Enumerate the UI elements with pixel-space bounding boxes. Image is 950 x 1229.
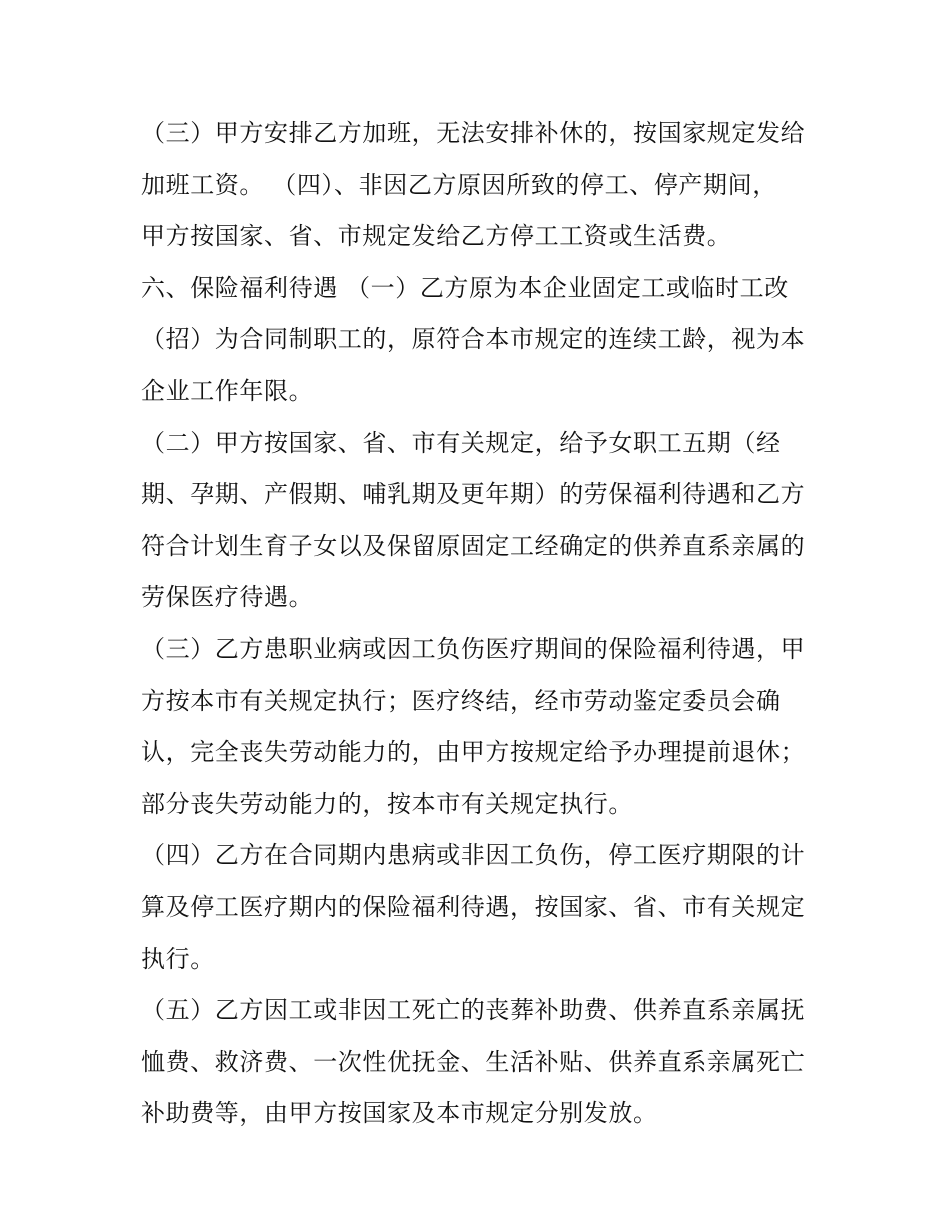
text-line: 劳保医疗待遇。 bbox=[141, 583, 314, 612]
text-line: 执行。 bbox=[141, 944, 215, 973]
text-line: （招）为合同制职工的，原符合本市规定的连续工龄，视为本 bbox=[141, 325, 806, 354]
text-line: 认，完全丧失劳动能力的，由甲方按规定给予办理提前退休； bbox=[141, 738, 806, 767]
text-line: （三）甲方安排乙方加班，无法安排补休的，按国家规定发给 bbox=[141, 119, 806, 147]
text-line: 算及停工医疗期内的保险福利待遇，按国家、省、市有关规定 bbox=[141, 892, 806, 921]
text-line: 企业工作年限。 bbox=[141, 376, 314, 405]
document-body bbox=[141, 108, 821, 1140]
text-line: 方按本市有关规定执行；医疗终结，经市劳动鉴定委员会确 bbox=[141, 686, 781, 715]
text-line: 期、孕期、产假期、哺乳期及更年期）的劳保福利待遇和乙方 bbox=[141, 480, 806, 509]
text-line: （三）乙方患职业病或因工负伤医疗期间的保险福利待遇，甲 bbox=[141, 634, 806, 663]
text-line: 加班工资。 （四）、非因乙方原因所致的停工、停产期间， bbox=[141, 170, 777, 199]
text-line: 补助费等，由甲方按国家及本市规定分别发放。 bbox=[141, 1099, 658, 1128]
text-line: 六、保险福利待遇 （一）乙方原为本企业固定工或临时工改 bbox=[141, 273, 789, 302]
text-line: 甲方按国家、省、市规定发给乙方停工工资或生活费。 bbox=[141, 222, 732, 251]
text-line: （四）乙方在合同期内患病或非因工负伤，停工医疗期限的计 bbox=[141, 841, 806, 870]
text-line: 部分丧失劳动能力的，按本市有关规定执行。 bbox=[141, 789, 633, 818]
text-line: 恤费、救济费、一次性优抚金、生活补贴、供养直系亲属死亡 bbox=[141, 1047, 806, 1076]
text-line: （二）甲方按国家、省、市有关规定，给予女职工五期（经 bbox=[141, 428, 781, 457]
text-line: （五）乙方因工或非因工死亡的丧葬补助费、供养直系亲属抚 bbox=[141, 996, 806, 1025]
text-line: 符合计划生育子女以及保留原固定工经确定的供养直系亲属的 bbox=[141, 531, 806, 560]
